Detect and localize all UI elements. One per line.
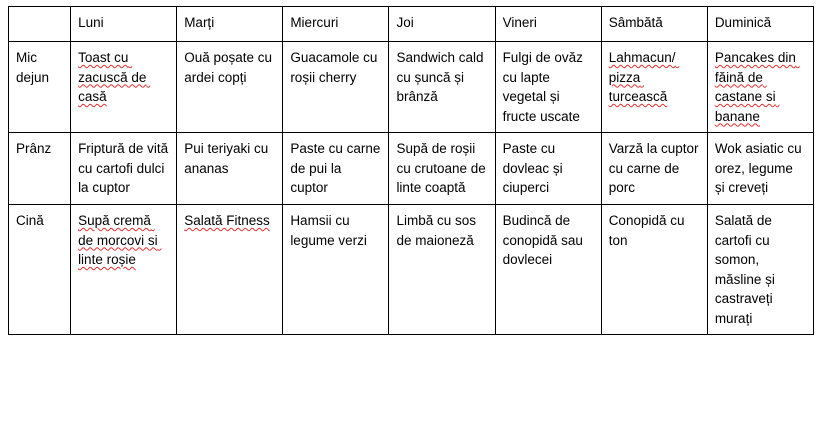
cell-cina-sambata xyxy=(601,204,707,334)
column-header-duminica: Duminică xyxy=(707,7,813,42)
row-header-pranz: Prânz xyxy=(9,133,71,205)
table-row xyxy=(9,204,814,334)
cell-text: Salată Fitness xyxy=(184,212,270,228)
cell-mic-dejun-duminica xyxy=(707,42,813,133)
cell-text: Supă de roșii cu crutoane de linte coaptă xyxy=(396,141,490,196)
cell-text: Supă cremă de morcovi si linte roșie xyxy=(78,212,162,268)
column-header-vineri: Vineri xyxy=(495,7,601,42)
cell-text: Wok asiatic cu orez, legume și creveți xyxy=(714,141,806,196)
cell-text: Friptură de vită cu cartofi dulci la cuptor xyxy=(78,141,172,196)
cell-text: Fulgi de ovăz cu lapte vegetal și fructe uscate xyxy=(502,50,587,124)
cell-mic-dejun-sambata xyxy=(601,42,707,133)
column-header-miercuri: Miercuri xyxy=(283,7,389,42)
column-header-marti: Marți xyxy=(177,7,283,42)
cell-text: Lahmacun/ pizza turcească xyxy=(608,50,680,105)
cell-mic-dejun-joi xyxy=(389,42,495,133)
cell-mic-dejun-vineri xyxy=(495,42,601,133)
table-row xyxy=(9,42,814,133)
table-header-row xyxy=(9,7,814,42)
cell-text: Budincă de conopidă sau dovlecei xyxy=(502,212,587,268)
cell-mic-dejun-miercuri xyxy=(283,42,389,133)
row-header-mic-dejun: Mic dejun xyxy=(9,42,71,133)
cell-pranz-marti xyxy=(177,133,283,205)
cell-cina-duminica xyxy=(707,204,813,334)
column-header-sambata: Sâmbătă xyxy=(601,7,707,42)
row-header-cina: Cină xyxy=(9,204,71,334)
cell-cina-vineri xyxy=(495,204,601,334)
cell-text: Limbă cu sos de maioneză xyxy=(396,212,480,248)
cell-cina-luni xyxy=(71,204,177,334)
table-corner-cell xyxy=(9,7,71,42)
cell-text: Toast cu zacuscă de casă xyxy=(78,50,151,105)
cell-text: Conopidă cu ton xyxy=(608,212,689,248)
cell-pranz-miercuri xyxy=(283,133,389,205)
cell-cina-joi xyxy=(389,204,495,334)
cell-text: Hamsii cu legume verzi xyxy=(290,212,367,248)
cell-mic-dejun-marti xyxy=(177,42,283,133)
cell-pranz-sambata xyxy=(601,133,707,205)
column-header-luni: Luni xyxy=(71,7,177,42)
cell-text: Pui teriyaki cu ananas xyxy=(184,141,272,176)
cell-text: Ouă poșate cu ardei copți xyxy=(184,50,276,85)
table-row xyxy=(9,133,814,205)
column-header-joi: Joi xyxy=(389,7,495,42)
cell-pranz-luni xyxy=(71,133,177,205)
cell-text: Paste cu dovleac și ciuperci xyxy=(502,141,567,196)
cell-pranz-vineri xyxy=(495,133,601,205)
weekly-meal-plan-table xyxy=(8,6,814,335)
cell-pranz-duminica xyxy=(707,133,813,205)
cell-text: Pancakes din făină de castane si banane xyxy=(714,50,800,124)
cell-text: Paste cu carne de pui la cuptor xyxy=(290,141,385,196)
cell-cina-miercuri xyxy=(283,204,389,334)
cell-text: Sandwich cald cu șuncă și brânză xyxy=(396,50,488,105)
cell-text: Guacamole cu roșii cherry xyxy=(290,50,382,85)
cell-text: Salată de cartofi cu somon, măsline și castraveți murați xyxy=(714,212,779,326)
cell-pranz-joi xyxy=(389,133,495,205)
cell-text: Varză la cuptor cu carne de porc xyxy=(608,141,703,196)
cell-cina-marti xyxy=(177,204,283,334)
cell-mic-dejun-luni xyxy=(71,42,177,133)
